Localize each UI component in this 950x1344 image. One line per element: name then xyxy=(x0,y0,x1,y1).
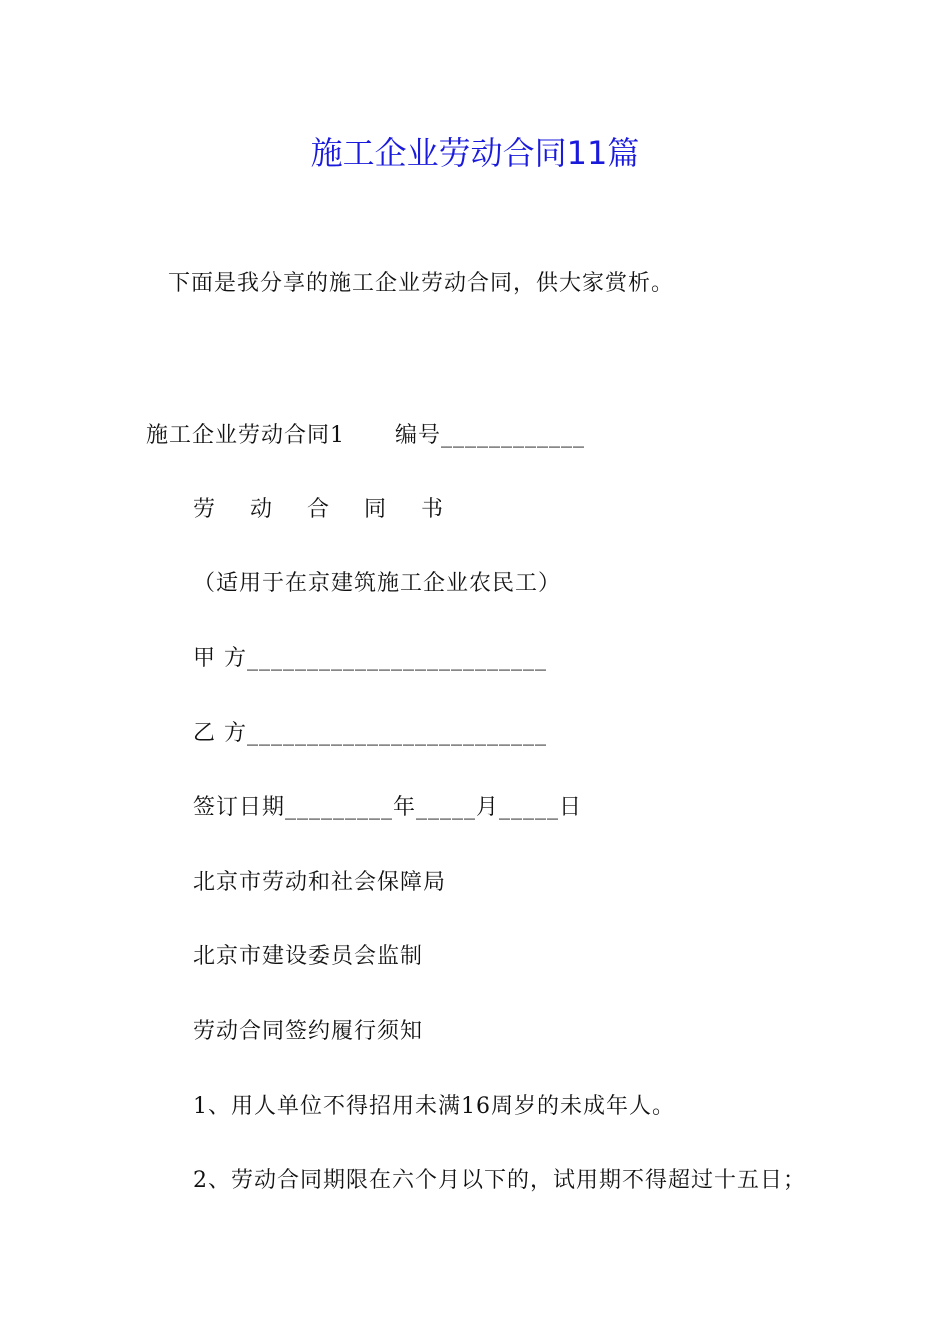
issuer-line-1: 北京市劳动和社会保障局 xyxy=(193,870,447,895)
section-title: 施工企业劳动合同1 xyxy=(146,423,345,448)
clause-2: 2、劳动合同期限在六个月以下的，试用期不得超过十五日； xyxy=(193,1168,806,1193)
contract-number-field: 编号____________ xyxy=(395,423,586,448)
notice-heading: 劳动合同签约履行须知 xyxy=(193,1019,424,1044)
party-a-field: 甲 方_________________________ xyxy=(193,646,547,671)
clause-1: 1、用人单位不得招用未满16周岁的未成年人。 xyxy=(193,1094,675,1119)
intro-paragraph: 下面是我分享的施工企业劳动合同，供大家赏析。 xyxy=(168,271,675,296)
section-title-line xyxy=(146,420,585,452)
contract-heading: 劳 动 合 同 书 xyxy=(193,497,457,522)
applicability-note: （适用于在京建筑施工企业农民工） xyxy=(193,571,562,596)
party-b-field: 乙 方_________________________ xyxy=(193,721,547,746)
issuer-line-2: 北京市建设委员会监制 xyxy=(193,944,424,969)
sign-date-field: 签订日期_________年_____月_____日 xyxy=(193,795,583,820)
document-title: 施工企业劳动合同11篇 xyxy=(310,134,640,172)
